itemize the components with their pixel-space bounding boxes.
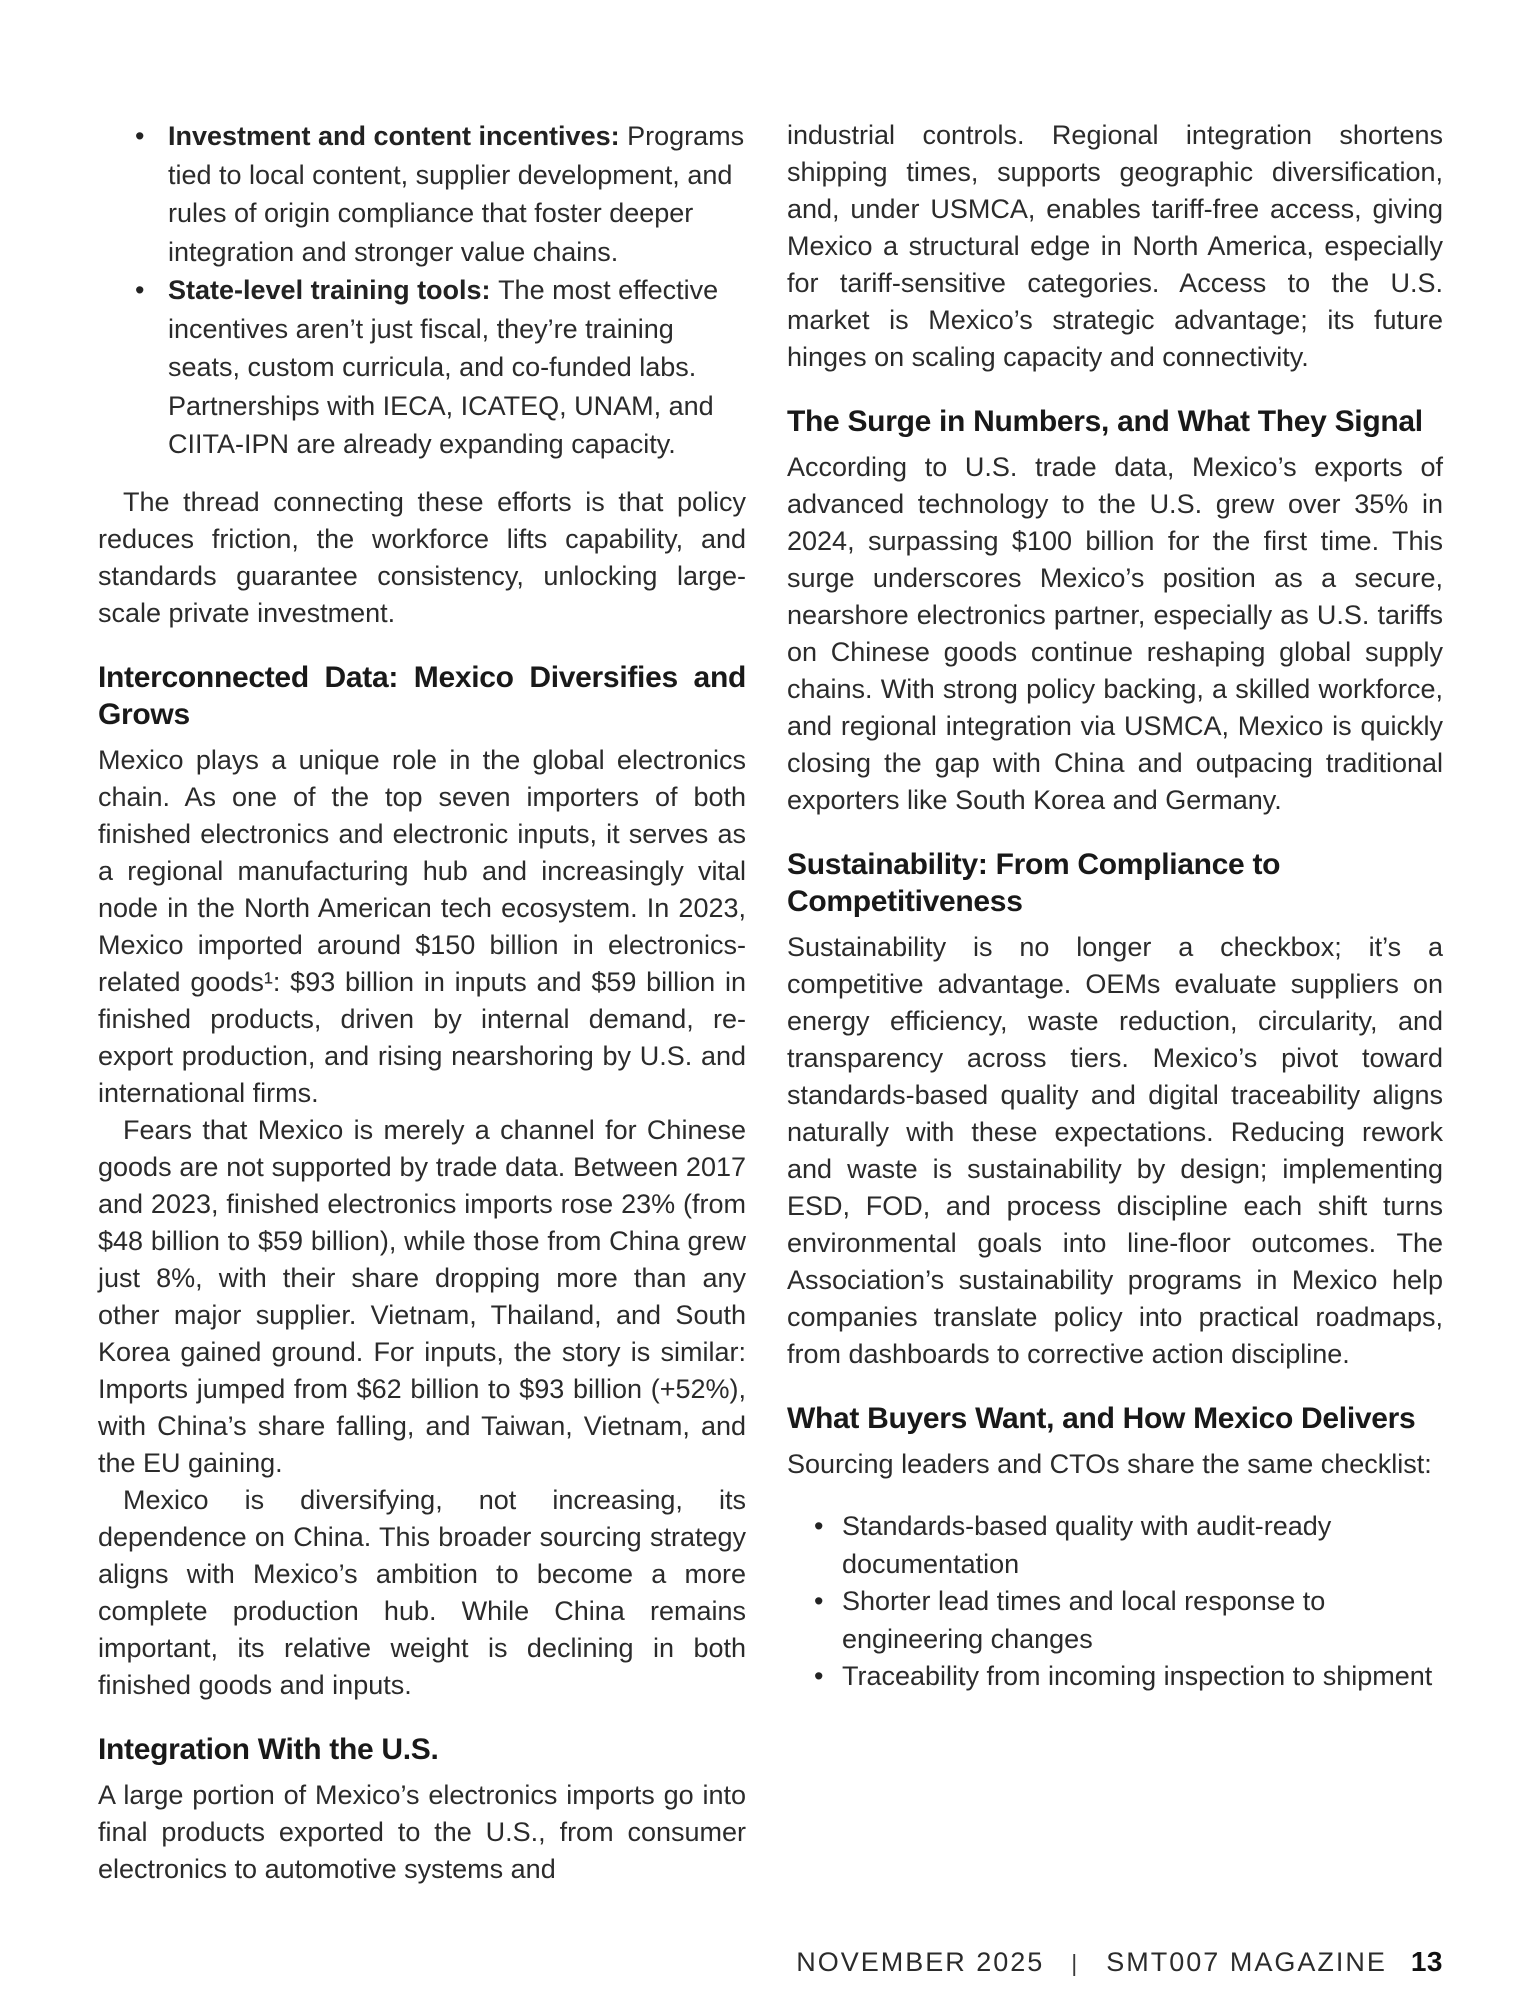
paragraph-buyers-intro: Sourcing leaders and CTOs share the same checklist: [787,1449,1432,1479]
bullet-text-training: The most effective incentives aren’t just fiscal, they’re training seats, custom curricula, and co-funded labs. Partnerships with IECA, ICATEQ, UNAM, and CIITA-IPN are already expanding capacity. [168,275,719,459]
left-column [98,117,746,1888]
page-footer [796,1946,1443,1978]
footer-separator: | [1071,1950,1080,1976]
heading-surge-numbers: The Surge in Numbers, and What They Signal [787,405,1423,438]
incentives-bullet-list [98,117,746,464]
heading-sustainability: Sustainability: From Compliance to Competitiveness [787,848,1281,918]
heading-interconnected-data: Interconnected Data: Mexico Diversifies and Grows [98,660,746,731]
paragraph-mexico-role: Mexico plays a unique role in the global electronics chain. As one of the top seven importers of both finished electronics and electronic inputs, it serves as a regional manufacturing hub and increasingly vital node in the North American tech ecosystem. In 2023, Mexico imported around $150 billion in electronics-related goods¹: $93 billion in inputs and $59 billion in finished products, driven by internal demand, re-export production, and rising nearshoring by U.S. and international firms. [98,744,746,1108]
paragraph-fears: Fears that Mexico is merely a channel for Chinese goods are not supported by trade data. Between 2017 and 2023, finished electronics imports rose 23% (from $48 billion to $59 billion), while those from China grew just 8%, with their share dropping more than any other major supplier. Vietnam, Thailand, and South Korea gained ground. For inputs, the story is similar: Imports jumped from $62 billion to $93 billion (+52%), with China’s share falling, and Taiwan, Vietnam, and the EU gaining. [98,1114,746,1478]
bullet-lead-training: State-level training tools: [168,275,499,305]
bullet-text-investment: Programs tied to local content, supplier development, and rules of origin compliance that foster deeper integration and stronger value chains. [168,121,745,267]
heading-integration-us: Integration With the U.S. [98,1732,439,1766]
paragraph-integration: A large portion of Mexico’s electronics imports go into final products exported to the U.S., from consumer electronics to automotive systems and [98,1779,746,1884]
list-item: • Traceability from incoming inspection to shipment [842,1658,1443,1696]
bullet-lead-investment: Investment and content incentives: [168,121,628,151]
footer-issue-date: NOVEMBER 2025 [796,1947,1045,1977]
footer-page-number: 13 [1410,1946,1443,1977]
heading-what-buyers-want: What Buyers Want, and How Mexico Delivers [787,1402,1416,1435]
footer-magazine-title: SMT007 MAGAZINE [1106,1947,1387,1977]
list-item: • Shorter lead times and local response to engineering changes [842,1583,1443,1658]
list-item [168,117,746,271]
paragraph-thread: The thread connecting these efforts is that policy reduces friction, the workforce lifts capability, and standards guarantee consistency, unlocking large-scale private investment. [98,486,746,628]
list-item [168,271,746,464]
paragraph-surge: According to U.S. trade data, Mexico’s exports of advanced technology to the U.S. grew over 35% in 2024, surpassing $100 billion for the first time. This surge underscores Mexico’s position as a secure, nearshore electronics partner, especially as U.S. tariffs on Chinese goods continue reshaping global supply chains. With strong policy backing, a skilled workforce, and regional integration via USMCA, Mexico is quickly closing the gap with China and outpacing traditional exporters like South Korea and Germany. [787,452,1443,815]
paragraph-diversifying: Mexico is diversifying, not increasing, its dependence on China. This broader sourcing strategy aligns with Mexico’s ambition to become a more complete production hub. While China remains important, its relative weight is declining in both finished goods and inputs. [98,1484,746,1700]
paragraph-sustainability: Sustainability is no longer a checkbox; it’s a competitive advantage. OEMs evaluate suppliers on energy efficiency, waste reduction, circularity, and transparency across tiers. Mexico’s pivot toward standards-based quality and digital traceability aligns naturally with these expectations. Reducing rework and waste is sustainability by design; implementing ESD, FOD, and process discipline each shift turns environmental goals into line-floor outcomes. The Association’s sustainability programs in Mexico help companies translate policy into practical roadmaps, from dashboards to corrective action discipline. [787,932,1443,1369]
list-item: • Standards-based quality with audit-ready documentation [842,1508,1443,1583]
right-column [787,117,1443,1696]
buyers-checklist [787,1508,1443,1696]
paragraph-industrial-controls: industrial controls. Regional integration shortens shipping times, supports geographic diversification, and, under USMCA, enables tariff-free access, giving Mexico a structural edge in North America, especially for tariff-sensitive categories. Access to the U.S. market is Mexico’s strategic advantage; its future hinges on scaling capacity and connectivity. [787,120,1443,372]
